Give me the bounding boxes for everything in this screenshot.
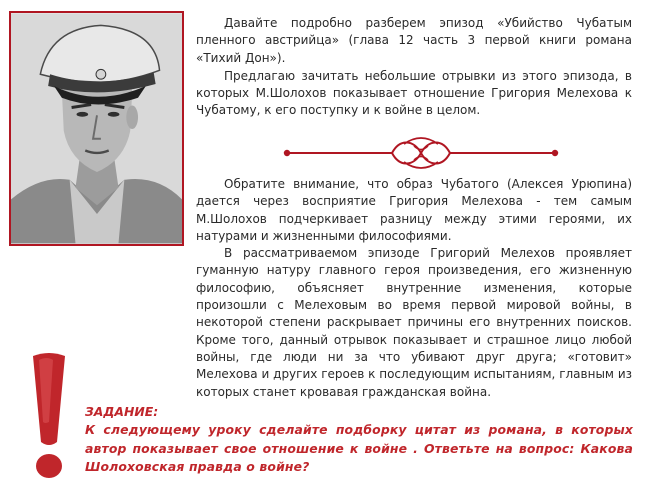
paragraph-chubaty-image: Обратите внимание, что образ Чубатого (Алексея Урюпина) дается через восприятие Григория Мелехова - тем самым М.Шолохов подчеркивает разницу между этими героями, их натурами и жизненными философиями. — [196, 177, 632, 243]
ornamental-divider — [282, 134, 560, 172]
assignment-block — [85, 403, 633, 477]
cossack-portrait-image — [11, 13, 182, 244]
portrait-photo — [9, 11, 184, 246]
paragraph-episode: Давайте подробно разберем эпизод «Убийство Чубатым пленного австрийца» (глава 12 часть 3 первой книги романа «Тихий Дон»). — [196, 16, 632, 65]
assignment-title: ЗАДАНИЕ: — [85, 404, 159, 419]
exclamation-icon — [27, 352, 71, 482]
paragraph-suggestion: Предлагаю зачитать небольшие отрывки из этого эпизода, в которых М.Шолохов показывает отношение Григория Мелехова к Чубатому, к его поступку и к войне в целом. — [196, 68, 632, 118]
assignment-text: К следующему уроку сделайте подборку цитат из романа, в которых автор показывает свое отношение к войне . Ответьте на вопрос: Какова Шолоховская правда о войне? — [85, 422, 633, 475]
paragraph-episode-analysis: В рассматриваемом эпизоде Григорий Мелехов проявляет гуманную натуру главного героя произведения, его жизненную философию, объясняет внутренние изменения, которые произошли с Мелеховым во время первой мировой войны, в некоторой степени раскрывает причины его внутренних поисков. Кроме того, данный отрывок показывает и страшное лицо любой войны, где люди ни за что убивают друг друга; «готовит» Мелехова и других героев к последующим испытаниям, главным из которых станет кровавая гражданская война. — [196, 246, 632, 399]
analysis-text — [196, 176, 632, 401]
intro-text — [196, 15, 632, 120]
